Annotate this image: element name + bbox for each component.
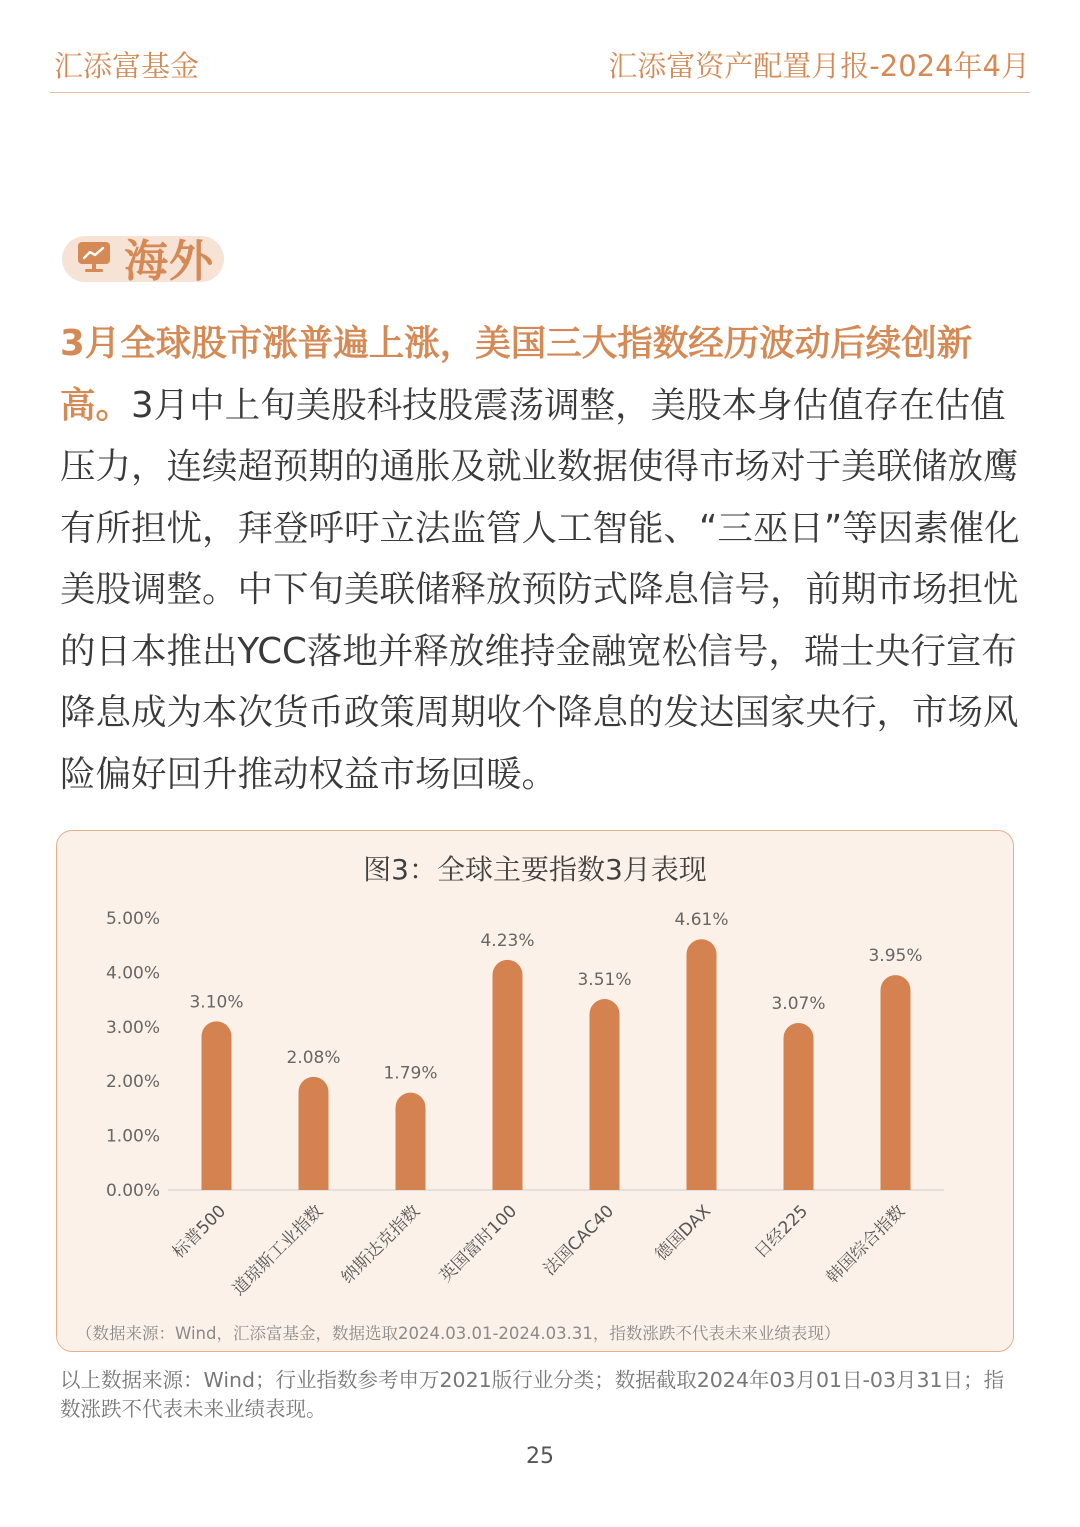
x-category-label: 纳斯达克指数 (337, 1201, 425, 1288)
x-category-label: 法国CAC40 (539, 1201, 619, 1280)
bar-value-label: 4.23% (480, 930, 535, 951)
bar (687, 939, 717, 1190)
x-category-label: 德国DAX (651, 1201, 716, 1266)
bar-chart (56, 830, 1014, 1352)
x-category-label: 英国富时100 (435, 1201, 522, 1287)
bar (881, 975, 911, 1190)
bar (590, 999, 620, 1190)
bar-value-label: 3.10% (189, 992, 244, 1013)
overseas-paragraph (60, 313, 1020, 805)
presentation-chart-icon (76, 240, 112, 274)
footnote: 以上数据来源：Wind；行业指数参考申万2021版行业分类；数据截取2024年03月01日-03月31日；指数涨跌不代表未来业绩表现。 (60, 1368, 1005, 1421)
bar (202, 1021, 232, 1190)
section-title: 海外 (124, 236, 214, 287)
x-category-label: 韩国综合指数 (822, 1201, 910, 1288)
page-number: 25 (526, 1444, 554, 1469)
bar-value-label: 3.07% (771, 993, 826, 1014)
x-category-label: 日经225 (750, 1201, 813, 1263)
header-report-title: 汇添富资产配置月报-2024年4月 (608, 49, 1030, 83)
bar-value-label: 3.51% (577, 970, 632, 991)
header-divider (50, 92, 1030, 93)
paragraph-highlight: 3月全球股市涨普遍上涨，美国三大指数经历波动后续创新高。 (60, 323, 973, 426)
y-tick-label: 2.00% (105, 1072, 160, 1093)
paragraph-body: 3月中上旬美股科技股震荡调整，美股本身估值存在估值压力，连续超预期的通胀及就业数据使得市场对于美联储放鹰有所担忧，拜登呼吁立法监管人工智能、“三巫日”等因素催化美股调整。中下旬美联储释放预防式降息信号，前期市场担忧的日本推出YCC落地并释放维持金融宽松信号，瑞士央行宣布降息成为本次货币政策周期收个降息的发达国家央行，市场风险偏好回升推动权益市场回暖。 (60, 384, 1020, 795)
bar-value-label: 1.79% (383, 1063, 438, 1084)
x-category-label: 标普500 (168, 1201, 231, 1263)
x-category-label: 道琼斯工业指数 (228, 1201, 328, 1300)
chart-title: 图3：全球主要指数3月表现 (363, 853, 707, 886)
y-tick-label: 3.00% (105, 1017, 160, 1038)
y-tick-label: 4.00% (105, 963, 160, 984)
chart-source-note: （数据来源：Wind，汇添富基金，数据选取2024.03.01-2024.03.31，指数涨跌不代表未来业绩表现） (76, 1324, 841, 1343)
bar (396, 1093, 426, 1190)
bar-value-label: 3.95% (868, 946, 923, 967)
header-brand: 汇添富基金 (54, 49, 200, 83)
bar (299, 1077, 329, 1190)
bar-value-label: 4.61% (674, 910, 729, 931)
y-tick-label: 0.00% (105, 1181, 160, 1201)
bar (784, 1023, 814, 1190)
bar-value-label: 2.08% (286, 1047, 341, 1068)
bar (493, 960, 523, 1190)
y-tick-label: 1.00% (105, 1126, 160, 1147)
y-tick-label: 5.00% (105, 909, 160, 929)
